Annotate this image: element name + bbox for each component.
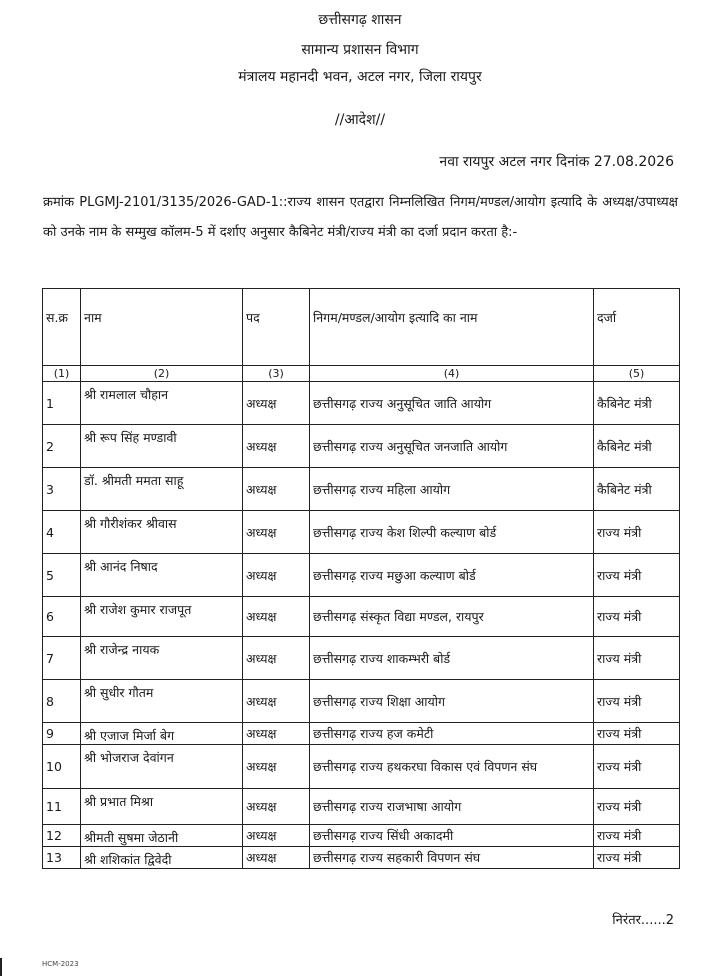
row-name: डॉ. श्रीमती ममता साहू — [81, 468, 243, 511]
header-post: पद — [243, 289, 310, 366]
row-post: अध्यक्ष — [243, 723, 310, 745]
row-rank: राज्य मंत्री — [594, 554, 680, 597]
row-serial: 7 — [43, 637, 81, 680]
table-row — [43, 789, 680, 825]
table-row — [43, 847, 680, 869]
row-name: श्री प्रभात मिश्रा — [81, 789, 243, 825]
row-serial: 2 — [43, 425, 81, 468]
row-rank: राज्य मंत्री — [594, 847, 680, 869]
row-post: अध्यक्ष — [243, 554, 310, 597]
row-name: श्री रूप सिंह मण्डावी — [81, 425, 243, 468]
table-row — [43, 680, 680, 723]
appointments-table — [42, 288, 680, 869]
row-name: श्री शशिकांत द्विवेदी — [81, 847, 243, 869]
column-number: (5) — [594, 366, 680, 382]
row-rank: कैबिनेट मंत्री — [594, 425, 680, 468]
continued-marker: निरंतर......2 — [612, 913, 674, 928]
row-name: श्री भोजराज देवांगन — [81, 745, 243, 789]
table-row — [43, 745, 680, 789]
row-rank: राज्य मंत्री — [594, 789, 680, 825]
column-number: (3) — [243, 366, 310, 382]
row-rank: राज्य मंत्री — [594, 637, 680, 680]
row-body: छत्तीसगढ़ राज्य केश शिल्पी कल्याण बोर्ड — [310, 511, 594, 554]
row-rank: राज्य मंत्री — [594, 680, 680, 723]
table-body — [43, 382, 680, 869]
row-name: श्री राजेन्द्र नायक — [81, 637, 243, 680]
table-header-row — [43, 289, 680, 366]
row-body: छत्तीसगढ़ राज्य मछुआ कल्याण बोर्ड — [310, 554, 594, 597]
row-rank: कैबिनेट मंत्री — [594, 382, 680, 425]
row-rank: कैबिनेट मंत्री — [594, 468, 680, 511]
row-serial: 6 — [43, 597, 81, 637]
table-row — [43, 511, 680, 554]
row-post: अध्यक्ष — [243, 468, 310, 511]
row-rank: राज्य मंत्री — [594, 597, 680, 637]
row-body: छत्तीसगढ़ राज्य सहकारी विपणन संघ — [310, 847, 594, 869]
row-serial: 8 — [43, 680, 81, 723]
table-row — [43, 554, 680, 597]
govt-title: छत्तीसगढ़ शासन — [318, 12, 402, 28]
footer-code: HCM-2023 — [42, 960, 79, 968]
table-row — [43, 637, 680, 680]
row-body: छत्तीसगढ़ राज्य सिंधी अकादमी — [310, 825, 594, 847]
column-number: (2) — [81, 366, 243, 382]
row-body: छत्तीसगढ़ राज्य अनुसूचित जाति आयोग — [310, 382, 594, 425]
row-rank: राज्य मंत्री — [594, 745, 680, 789]
row-serial: 1 — [43, 382, 81, 425]
row-rank: राज्य मंत्री — [594, 511, 680, 554]
row-serial: 4 — [43, 511, 81, 554]
table-row — [43, 382, 680, 425]
row-serial: 5 — [43, 554, 81, 597]
row-name: श्री गौरीशंकर श्रीवास — [81, 511, 243, 554]
row-serial: 9 — [43, 723, 81, 745]
row-rank: राज्य मंत्री — [594, 723, 680, 745]
date-line: नवा रायपुर अटल नगर दिनांक 27.08.2026 — [439, 154, 674, 170]
header-name: नाम — [81, 289, 243, 366]
row-post: अध्यक्ष — [243, 425, 310, 468]
header-serial: स.क्र — [43, 289, 81, 366]
row-body: छत्तीसगढ़ राज्य हज कमेटी — [310, 723, 594, 745]
row-body: छत्तीसगढ़ राज्य राजभाषा आयोग — [310, 789, 594, 825]
row-serial: 11 — [43, 789, 81, 825]
row-serial: 10 — [43, 745, 81, 789]
row-body: छत्तीसगढ़ संस्कृत विद्या मण्डल, रायपुर — [310, 597, 594, 637]
table-row — [43, 425, 680, 468]
row-body: छत्तीसगढ़ राज्य शिक्षा आयोग — [310, 680, 594, 723]
column-number: (4) — [310, 366, 594, 382]
row-post: अध्यक्ष — [243, 847, 310, 869]
row-body: छत्तीसगढ़ राज्य हथकरघा विकास एवं विपणन संघ — [310, 745, 594, 789]
row-post: अध्यक्ष — [243, 511, 310, 554]
row-serial: 3 — [43, 468, 81, 511]
row-post: अध्यक्ष — [243, 597, 310, 637]
department-title: सामान्य प्रशासन विभाग — [301, 42, 419, 58]
table-row — [43, 597, 680, 637]
header-body: निगम/मण्डल/आयोग इत्यादि का नाम — [310, 289, 594, 366]
column-number: (1) — [43, 366, 81, 382]
header-rank: दर्जा — [594, 289, 680, 366]
table-row — [43, 723, 680, 745]
row-name: श्रीमती सुषमा जेठानी — [81, 825, 243, 847]
row-body: छत्तीसगढ़ राज्य शाकम्भरी बोर्ड — [310, 637, 594, 680]
row-name: श्री सुधीर गौतम — [81, 680, 243, 723]
row-post: अध्यक्ष — [243, 789, 310, 825]
column-number-row — [43, 366, 680, 382]
row-post: अध्यक्ष — [243, 825, 310, 847]
row-name: श्री एजाज मिर्जा बेग — [81, 723, 243, 745]
table-row — [43, 825, 680, 847]
row-post: अध्यक्ष — [243, 382, 310, 425]
row-name: श्री राजेश कुमार राजपूत — [81, 597, 243, 637]
row-post: अध्यक्ष — [243, 637, 310, 680]
row-serial: 12 — [43, 825, 81, 847]
page-edge-mark — [0, 958, 2, 976]
order-intro-paragraph: क्रमांक PLGMJ-2101/3135/2026-GAD-1::राज्य शासन एतद्वारा निम्नलिखित निगम/मण्डल/आयोग इत्यादि के अध्यक्ष/उपाध्यक्ष को उनके नाम के सम्मुख कॉलम-5 में दर्शाए अनुसार कैबिनेट मंत्री/राज्य मंत्री का दर्जा प्रदान करता है:- — [43, 195, 678, 240]
row-body: छत्तीसगढ़ राज्य अनुसूचित जनजाति आयोग — [310, 425, 594, 468]
order-title: //आदेश// — [334, 112, 386, 128]
office-address: मंत्रालय महानदी भवन, अटल नगर, जिला रायपुर — [238, 69, 482, 85]
row-post: अध्यक्ष — [243, 680, 310, 723]
table-row — [43, 468, 680, 511]
row-rank: राज्य मंत्री — [594, 825, 680, 847]
row-name: श्री रामलाल चौहान — [81, 382, 243, 425]
row-serial: 13 — [43, 847, 81, 869]
row-name: श्री आनंद निषाद — [81, 554, 243, 597]
row-body: छत्तीसगढ़ राज्य महिला आयोग — [310, 468, 594, 511]
row-post: अध्यक्ष — [243, 745, 310, 789]
